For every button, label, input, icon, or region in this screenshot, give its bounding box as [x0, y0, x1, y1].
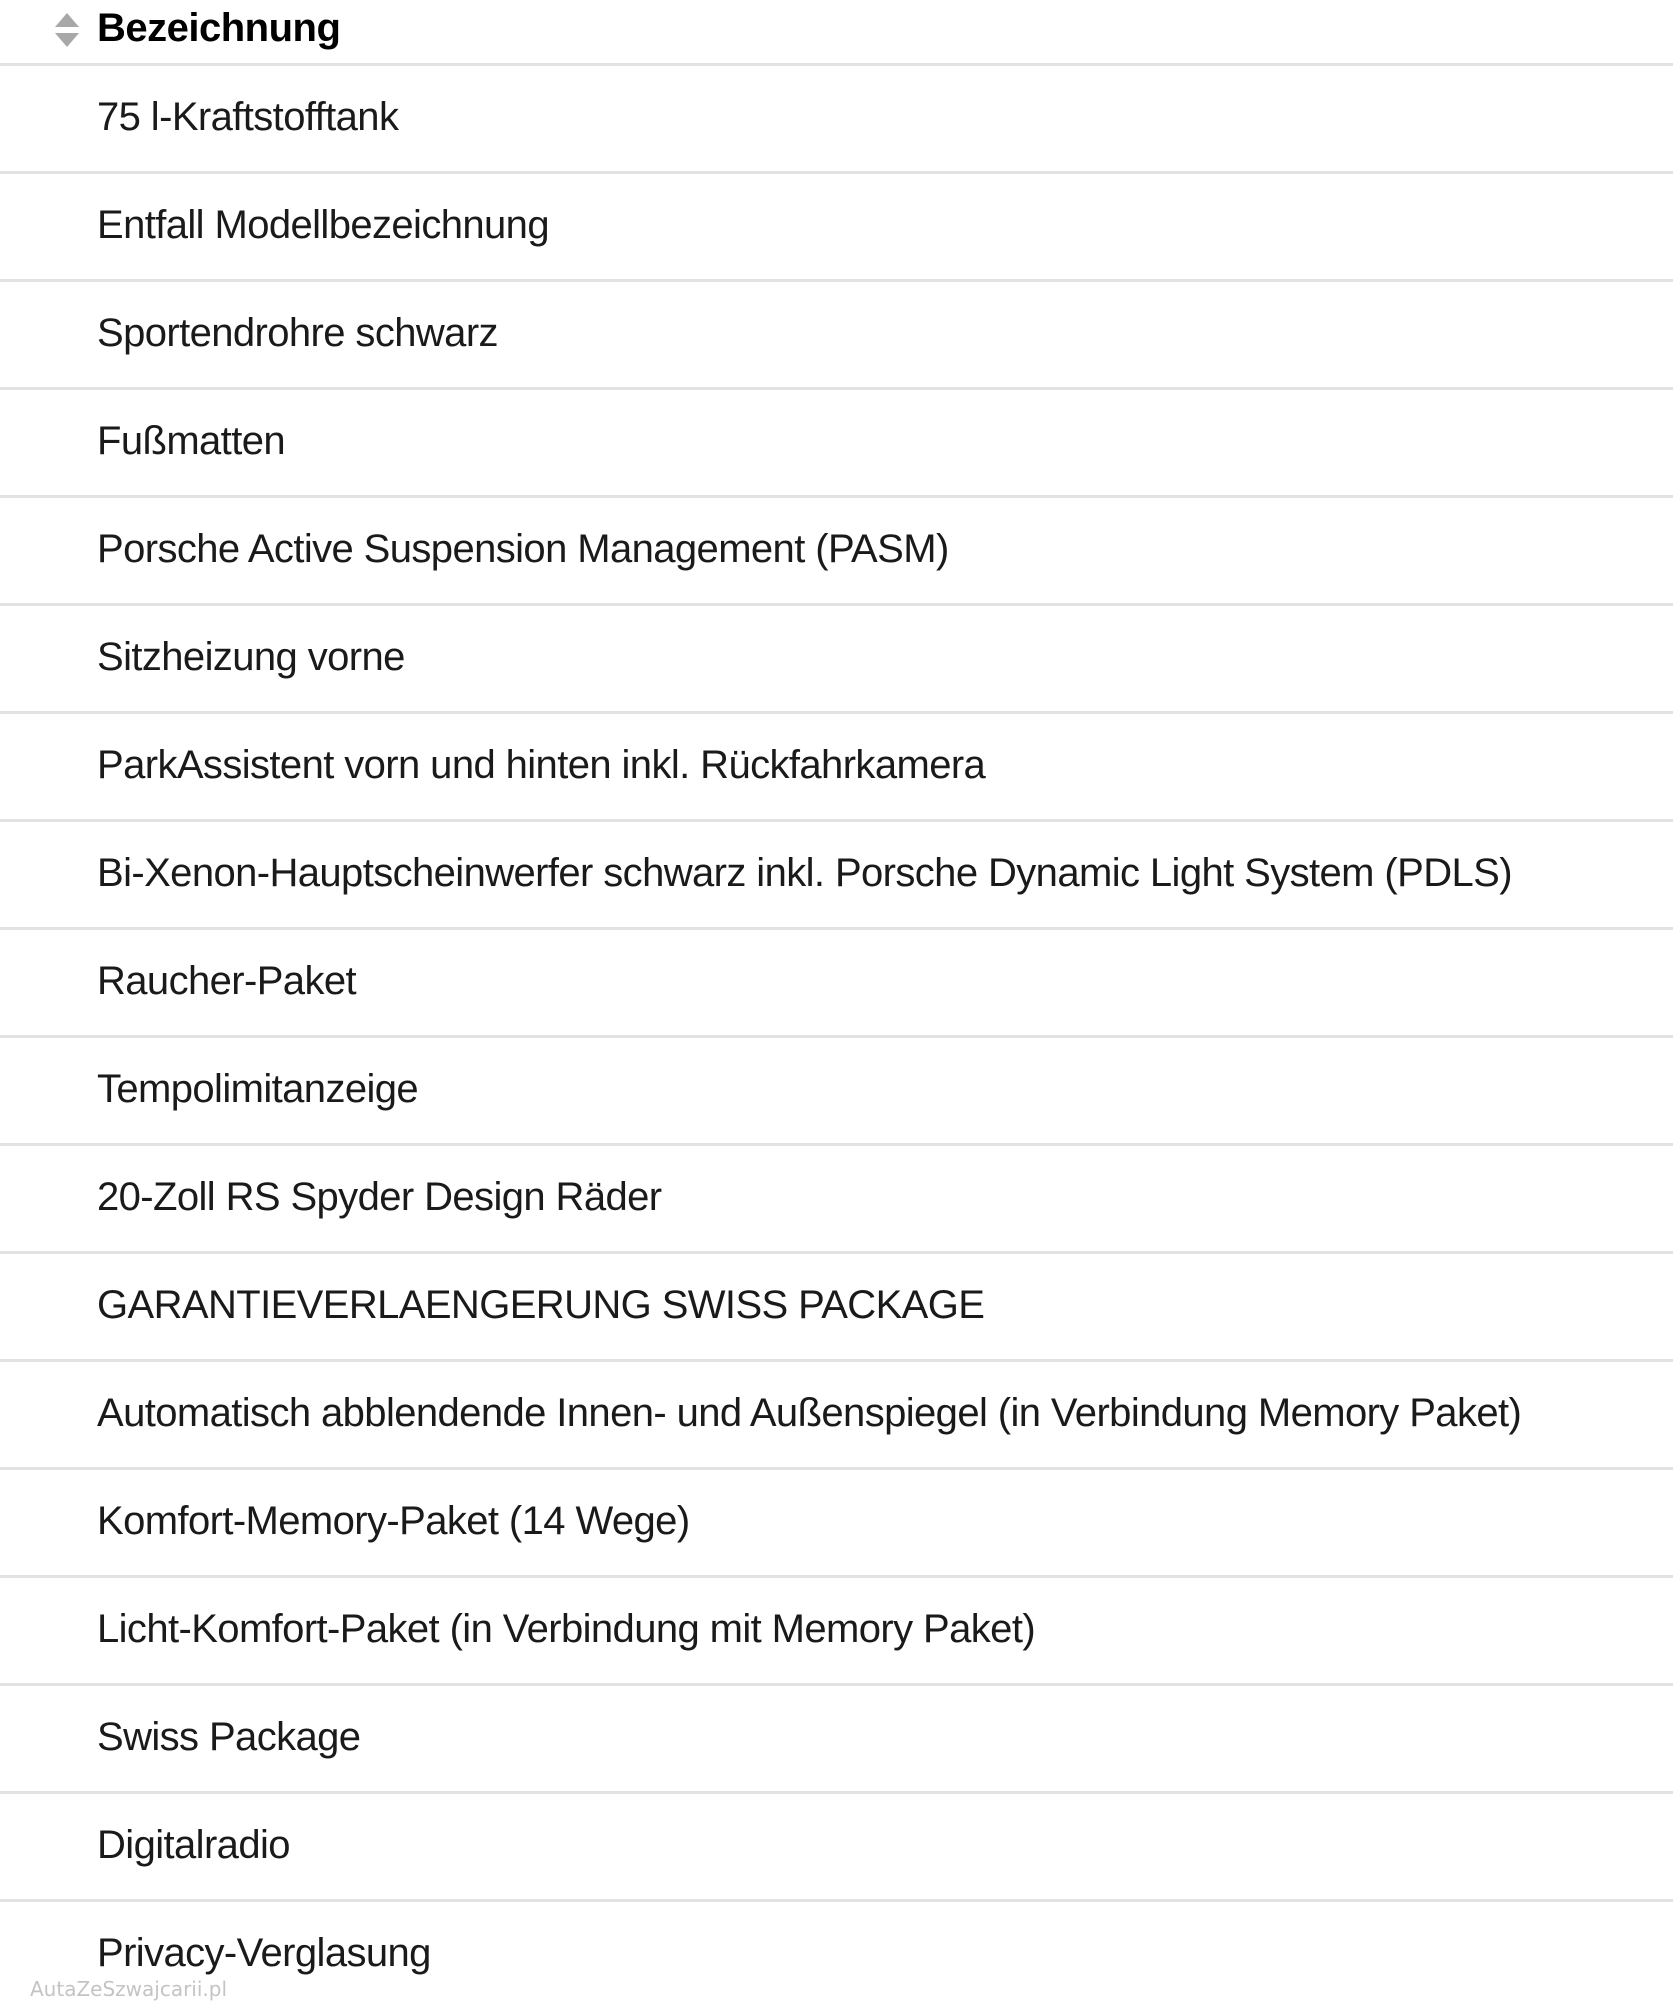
table-row [0, 1578, 1673, 1686]
table-row [0, 606, 1673, 714]
table-row [0, 282, 1673, 390]
equipment-item-label: Automatisch abblendende Innen- und Außenspiegel (in Verbindung Memory Paket) [97, 1391, 1522, 1435]
equipment-item-label: Swiss Package [97, 1715, 361, 1759]
equipment-item-label: Digitalradio [97, 1823, 290, 1867]
table-row [0, 1686, 1673, 1794]
equipment-item-label: Fußmatten [97, 419, 285, 463]
table-header [0, 0, 1673, 66]
equipment-item-label: 75 l-Kraftstofftank [97, 95, 399, 139]
equipment-item-label: GARANTIEVERLAENGERUNG SWISS PACKAGE [97, 1283, 985, 1327]
table-row [0, 1794, 1673, 1902]
table-row [0, 1362, 1673, 1470]
column-header-bezeichnung[interactable]: Bezeichnung [97, 6, 341, 50]
equipment-item-label: Komfort-Memory-Paket (14 Wege) [97, 1499, 690, 1543]
table-row [0, 174, 1673, 282]
equipment-item-label: Sportendrohre schwarz [97, 311, 498, 355]
equipment-list [0, 66, 1673, 2010]
equipment-item-label: Raucher-Paket [97, 959, 356, 1003]
table-row [0, 1902, 1673, 2010]
table-row [0, 1470, 1673, 1578]
table-row [0, 822, 1673, 930]
equipment-item-label: Tempolimitanzeige [97, 1067, 419, 1111]
table-row [0, 1254, 1673, 1362]
sort-updown-icon[interactable] [52, 10, 82, 50]
table-row [0, 1146, 1673, 1254]
equipment-item-label: ParkAssistent vorn und hinten inkl. Rückfahrkamera [97, 743, 986, 787]
table-row [0, 66, 1673, 174]
table-row [0, 390, 1673, 498]
table-row [0, 1038, 1673, 1146]
equipment-item-label: Licht-Komfort-Paket (in Verbindung mit Memory Paket) [97, 1607, 1036, 1651]
table-row [0, 498, 1673, 606]
watermark: AutaZeSzwajcarii.pl [30, 1977, 228, 2001]
table-row [0, 714, 1673, 822]
equipment-item-label: Bi-Xenon-Hauptscheinwerfer schwarz inkl. Porsche Dynamic Light System (PDLS) [97, 851, 1512, 895]
equipment-item-label: Entfall Modellbezeichnung [97, 203, 549, 247]
table-row [0, 930, 1673, 1038]
equipment-item-label: 20-Zoll RS Spyder Design Räder [97, 1175, 662, 1219]
equipment-item-label: Sitzheizung vorne [97, 635, 405, 679]
equipment-item-label: Privacy-Verglasung [97, 1931, 431, 1975]
equipment-item-label: Porsche Active Suspension Management (PASM) [97, 527, 949, 571]
